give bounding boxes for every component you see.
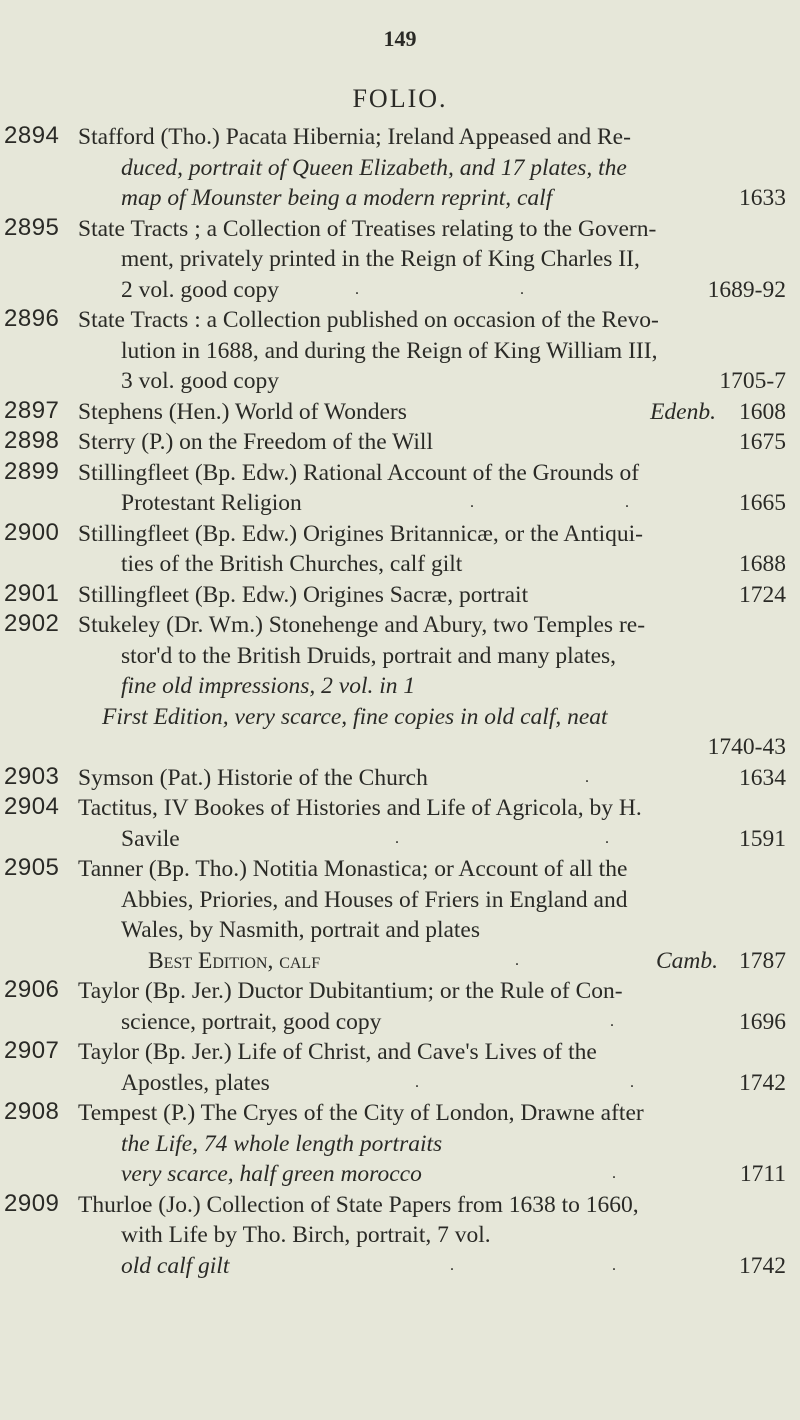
entry-date: 1591: [739, 825, 786, 852]
entry-line: [0, 580, 800, 611]
lot-number: 2896: [4, 305, 60, 332]
entry-line-text: 2 vol. good copy: [121, 276, 279, 303]
entry-date: 1787: [739, 947, 786, 974]
entry-line: State Tracts : a Collection published on occasion of the Revo-: [78, 307, 659, 333]
leader-dot: .: [605, 829, 609, 847]
lot-number: 2897: [4, 396, 60, 424]
entry-line: Stillingfleet (Bp. Edw.) Origines Britannicæ, or the Antiqui-: [78, 520, 644, 547]
entry-line: Stukeley (Dr. Wm.) Stonehenge and Abury, two Temples re-: [78, 612, 646, 638]
entry-line: [0, 397, 800, 428]
catalogue-entry: [0, 793, 800, 854]
leader-dot: .: [355, 280, 359, 298]
leader-dot: .: [470, 494, 474, 511]
entry-line: [0, 702, 800, 733]
entry-date: 1705-7: [719, 368, 786, 394]
leader-dot: .: [520, 280, 524, 298]
entry-line-text: duced, portrait of Queen Elizabeth, and 17 plates, the: [121, 154, 627, 181]
leader-dot: .: [612, 1165, 616, 1182]
leader-dot: .: [612, 1256, 616, 1274]
lot-number: 2902: [4, 610, 60, 637]
lot-number: 2905: [4, 854, 60, 881]
entry-line: Tactitus, IV Bookes of Histories and Life of Agricola, by H.: [78, 795, 642, 821]
catalogue-entry: [0, 519, 800, 580]
entry-line: [0, 275, 800, 306]
entry-line: ment, privately printed in the Reign of King Charles II,: [121, 246, 640, 272]
entry-line: [0, 1068, 800, 1099]
entry-line-text: First Edition, very scarce, fine copies in old calf, neat: [102, 703, 608, 730]
lot-number: 2909: [4, 1189, 60, 1217]
entry-line-text: 3 vol. good copy: [121, 368, 279, 394]
catalogue-entry: [0, 610, 800, 763]
lot-number: 2900: [4, 518, 60, 546]
lot-number: 2904: [4, 793, 60, 820]
entry-line: lution in 1688, and during the Reign of King William III,: [121, 337, 658, 364]
lot-number: 2895: [4, 213, 60, 241]
entry-line-text: Savile: [121, 825, 180, 852]
entry-date: 1742: [739, 1252, 786, 1279]
section-heading: FOLIO.: [352, 84, 448, 113]
leader-dot: .: [585, 768, 589, 786]
entry-line-text: very scarce, half green morocco: [121, 1161, 422, 1187]
leader-dot: .: [515, 951, 519, 969]
catalogue-entry: [0, 580, 800, 611]
entry-line: Abbies, Priories, and Houses of Friers in England and: [121, 886, 628, 913]
entry-date: 1608: [739, 398, 786, 425]
entry-line: [0, 488, 800, 519]
leader-dot: .: [625, 494, 629, 511]
entry-line: Stillingfleet (Bp. Edw.) Rational Account of the Grounds of: [78, 459, 640, 486]
catalogue-entry: [0, 397, 800, 428]
lot-number: 2908: [4, 1098, 60, 1125]
catalogue-entry: [0, 1098, 800, 1190]
entry-date: 1665: [739, 490, 786, 516]
catalogue-entry: [0, 1190, 800, 1282]
entry-line: [0, 671, 800, 702]
leader-dot: .: [450, 1256, 454, 1274]
entry-line: with Life by Tho. Birch, portrait, 7 vol.: [121, 1222, 491, 1248]
entry-line-text: Apostles, plates: [121, 1069, 270, 1096]
entry-line: [0, 946, 800, 977]
entry-line: Wales, by Nasmith, portrait and plates: [121, 917, 481, 943]
entry-line: [0, 1129, 800, 1160]
entry-date: 1742: [739, 1069, 786, 1096]
lot-number: 2899: [4, 457, 60, 485]
entry-line: [0, 153, 800, 184]
entry-date: 1675: [739, 429, 786, 455]
entry-line: Stafford (Tho.) Pacata Hibernia; Ireland Appeased and Re-: [78, 124, 631, 150]
lot-number: 2901: [4, 579, 60, 607]
catalogue-entry: [0, 214, 800, 306]
entry-line-text: Stephens (Hen.) World of Wonders: [78, 398, 407, 425]
entry-line: [0, 1007, 800, 1038]
entry-line: [0, 427, 800, 458]
entry-line: [0, 183, 800, 214]
entry-date: 1633: [739, 185, 786, 211]
catalogue-entry: [0, 854, 800, 976]
catalogue-entry: [0, 122, 800, 214]
entry-line: Thurloe (Jo.) Collection of State Papers from 1638 to 1660,: [78, 1191, 639, 1218]
entry-line: stor'd to the British Druids, portrait and many plates,: [121, 642, 617, 669]
lot-number: 2907: [4, 1037, 60, 1064]
catalogue-entry: [0, 427, 800, 458]
entry-line-text: Stillingfleet (Bp. Edw.) Origines Sacræ, portrait: [78, 581, 529, 608]
entry-line-text: Best Edition, calf: [148, 947, 321, 974]
leader-dot: .: [395, 829, 399, 847]
lot-number: 2906: [4, 976, 60, 1003]
entry-line: [0, 732, 800, 763]
entry-line-text: Symson (Pat.) Historie of the Church: [78, 764, 428, 791]
entry-line-text: Sterry (P.) on the Freedom of the Will: [78, 429, 433, 455]
entry-date: 1634: [739, 764, 786, 791]
entry-line-text: science, portrait, good copy: [121, 1008, 382, 1035]
lot-number: 2898: [4, 427, 60, 454]
catalogue-entry: [0, 458, 800, 519]
entry-line-text: map of Mounster being a modern reprint, calf: [121, 185, 553, 211]
entry-line: [0, 549, 800, 580]
entry-line: Taylor (Bp. Jer.) Ductor Dubitantium; or the Rule of Con-: [78, 978, 623, 1004]
page-number: 149: [383, 26, 417, 51]
entry-line: State Tracts ; a Collection of Treatises relating to the Govern-: [78, 215, 657, 242]
entry-line-text: fine old impressions, 2 vol. in 1: [121, 673, 416, 699]
entry-line: [0, 1159, 800, 1190]
catalogue-entry: [0, 976, 800, 1037]
entry-date: 1688: [739, 551, 786, 577]
entry-line: [0, 763, 800, 794]
lot-number: 2903: [4, 762, 60, 790]
catalogue-entry: [0, 1037, 800, 1098]
entry-line-text: ties of the British Churches, calf gilt: [121, 551, 463, 577]
entry-date: 1724: [739, 581, 786, 608]
entry-line: Tanner (Bp. Tho.) Notitia Monastica; or Account of all the: [78, 856, 628, 882]
entry-line-text: the Life, 74 whole length portraits: [121, 1130, 443, 1157]
catalogue-entry: [0, 763, 800, 794]
leader-dot: .: [610, 1012, 614, 1030]
entry-line: [0, 1251, 800, 1282]
entry-line: [0, 824, 800, 855]
catalogue-entry: [0, 305, 800, 397]
lot-number: 2894: [4, 122, 60, 149]
entry-place: Edenb.: [650, 398, 716, 425]
entry-date: 1740-43: [707, 734, 786, 760]
entry-line-text: old calf gilt: [121, 1252, 230, 1279]
catalogue-entries: [0, 122, 800, 1281]
entry-line-text: Protestant Religion: [121, 490, 302, 516]
entry-date: 1689-92: [707, 276, 786, 303]
entry-date: 1711: [739, 1161, 786, 1187]
leader-dot: .: [630, 1073, 634, 1091]
leader-dot: .: [415, 1073, 419, 1091]
entry-line: [0, 366, 800, 397]
entry-line: Tempest (P.) The Cryes of the City of London, Drawne after: [78, 1100, 644, 1126]
entry-place: Camb.: [655, 947, 718, 974]
entry-date: 1696: [739, 1008, 786, 1035]
entry-line: Taylor (Bp. Jer.) Life of Christ, and Cave's Lives of the: [78, 1039, 597, 1065]
